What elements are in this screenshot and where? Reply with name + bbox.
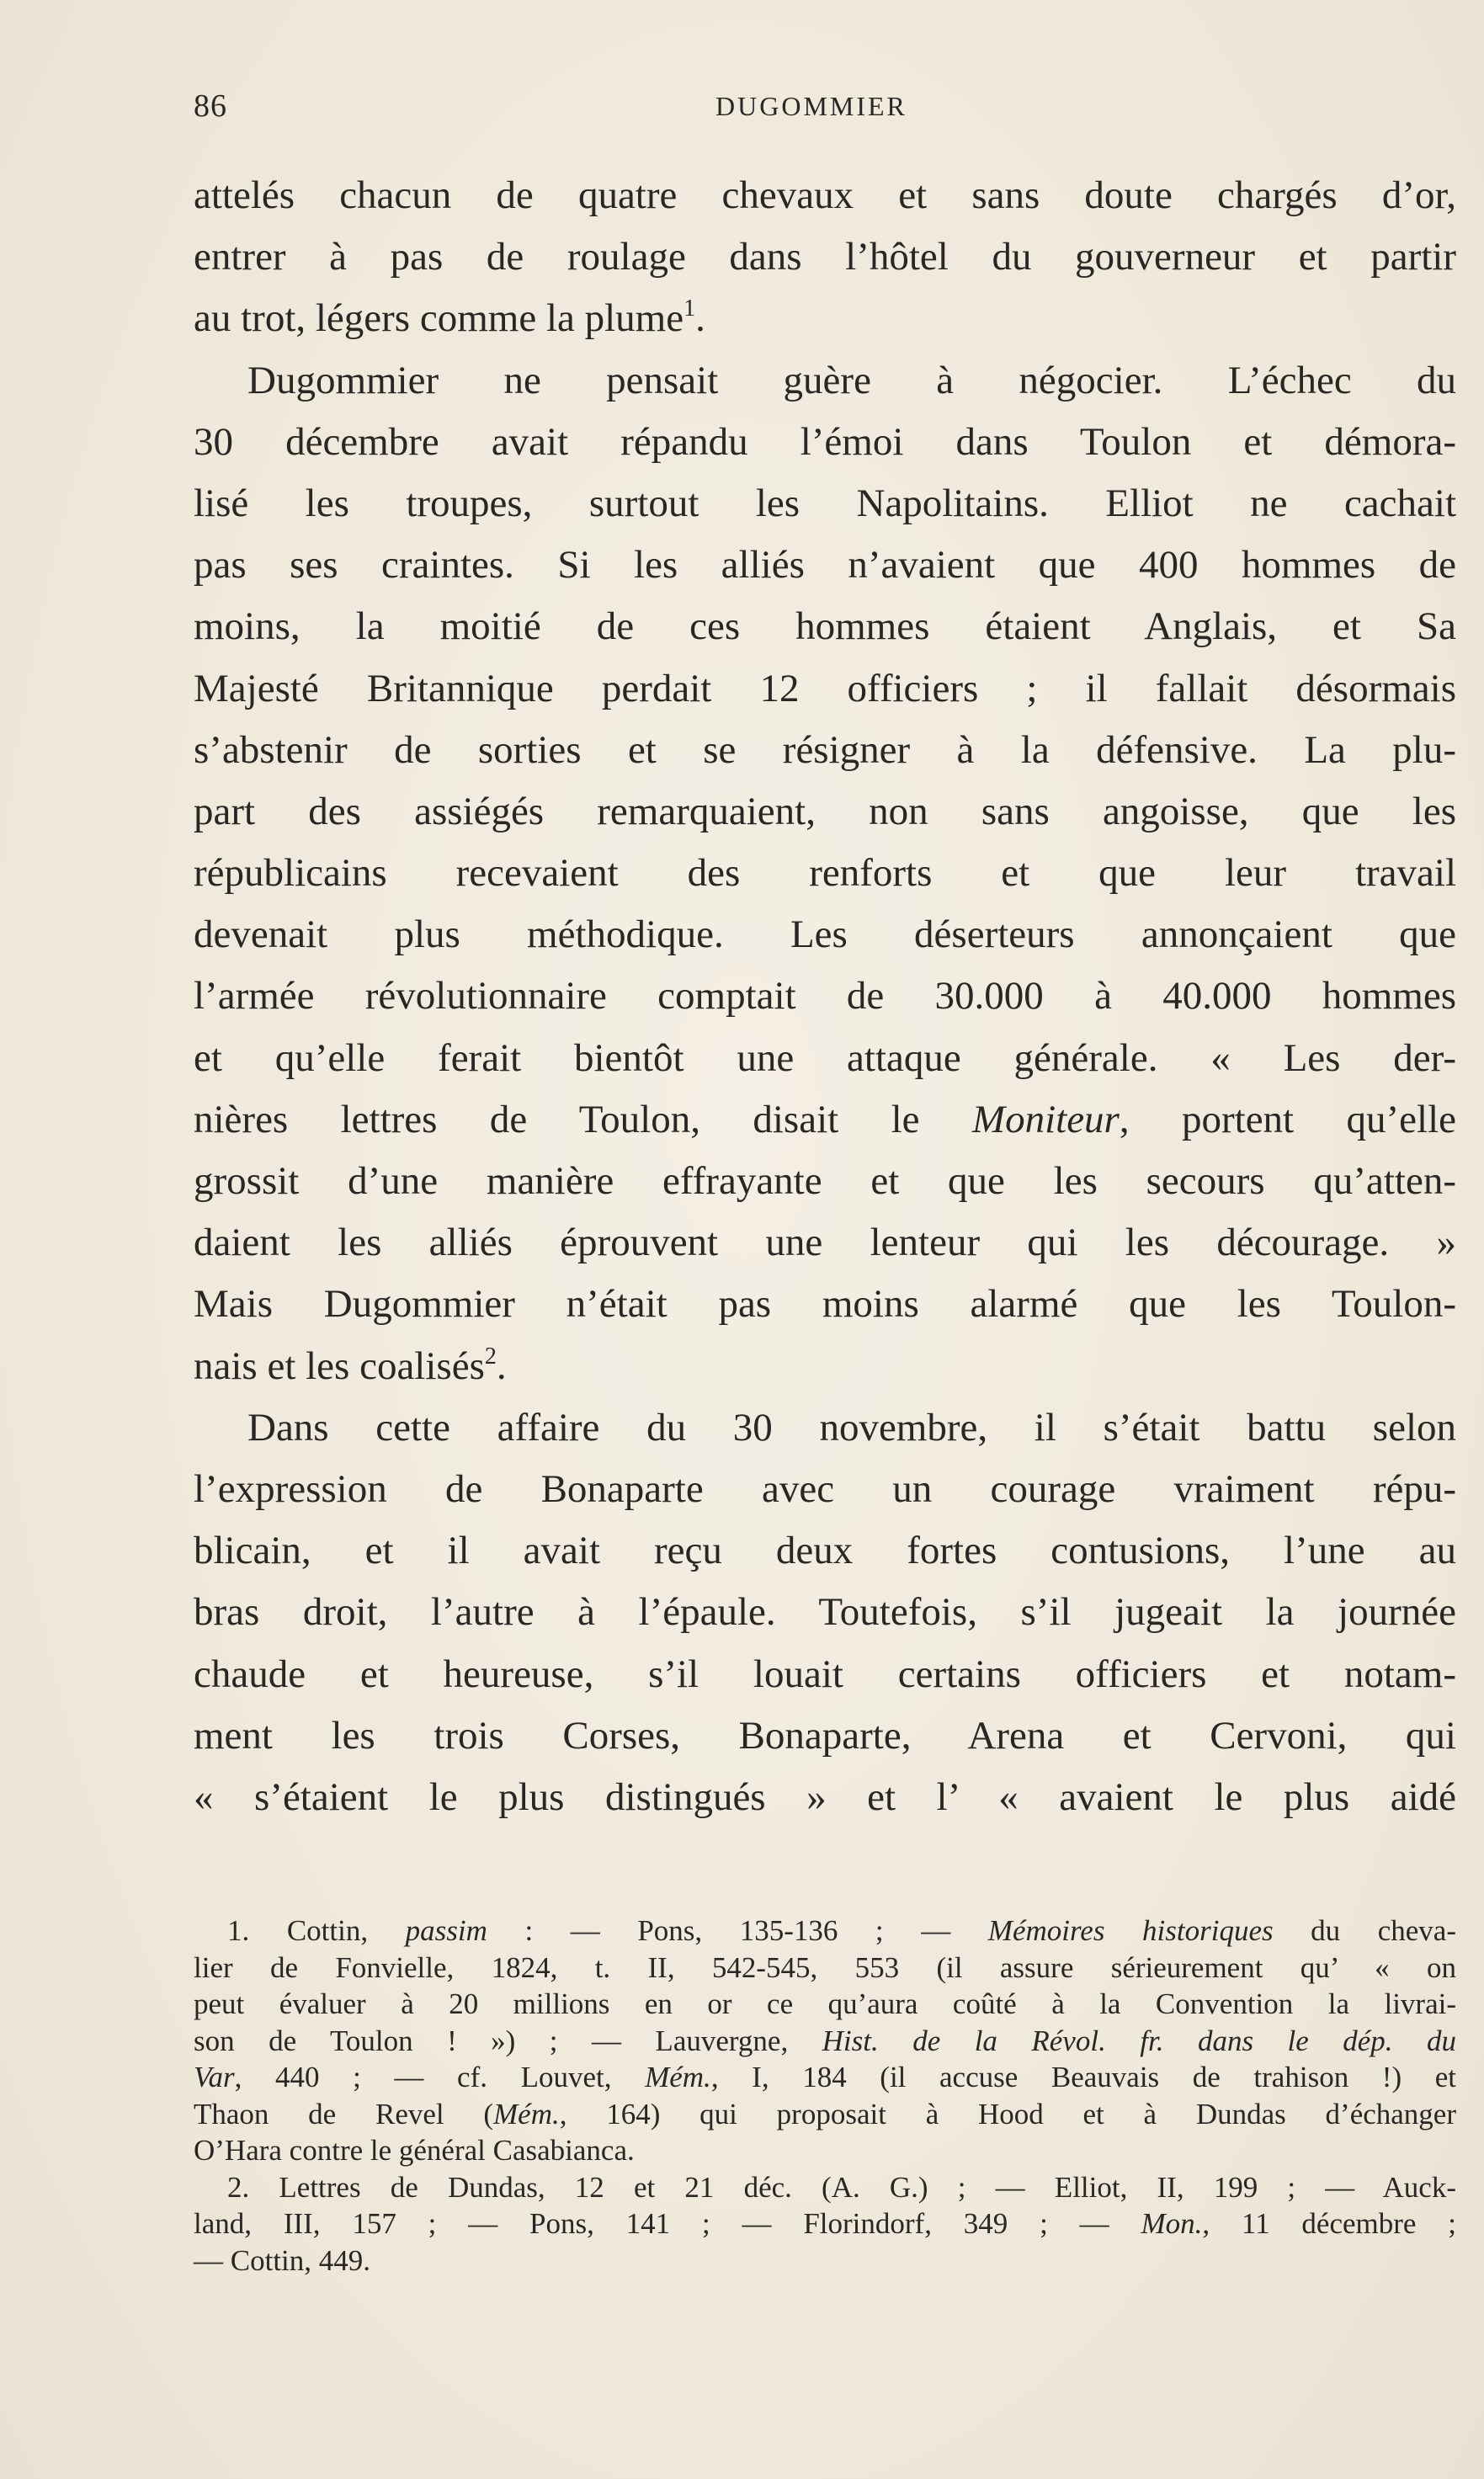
text-line: l’armée révolutionnaire comptait de 30.000 à 40.000 hommes	[194, 974, 1456, 1019]
footnote-ref[interactable]: 2	[484, 1343, 497, 1370]
text-line: devenait plus méthodique. Les déserteurs annonçaient que	[194, 912, 1456, 957]
text-line: Mais Dugommier n’était pas moins alarmé que les Toulon-	[194, 1282, 1456, 1327]
text-line: entrer à pas de roulage dans l’hôtel du gouverneur et partir	[194, 235, 1456, 279]
footnote-line: 1. Cottin, passim : — Pons, 135-136 ; — Mémoires historiques du cheva-	[227, 1914, 1456, 1947]
text-line: au trot, légers comme la plume$^1$.	[194, 295, 705, 341]
text-line: « s’étaient le plus distingués » et l’ « avaient le plus aidé	[194, 1774, 1456, 1819]
text-line: bras droit, l’autre à l’épaule. Toutefois, s’il jugeait la journée	[194, 1590, 1456, 1635]
footnotes	[194, 1912, 1456, 2279]
text-line: moins, la moitié de ces hommes étaient Anglais, et Sa	[194, 604, 1456, 649]
footnote-line: Thaon de Revel (Mém., 164) qui proposait à Hood et à Dundas d’échanger	[194, 2097, 1456, 2131]
footnote-line: — Cottin, 449.	[194, 2243, 371, 2277]
text-line: et qu’elle ferait bientôt une attaque générale. « Les der-	[194, 1035, 1456, 1080]
text-line: grossit d’une manière effrayante et que les secours qu’atten-	[194, 1159, 1456, 1203]
text-line: Dans cette affaire du 30 novembre, il s’était battu selon	[247, 1405, 1456, 1450]
footnote-line: son de Toulon ! ») ; — Lauvergne, Hist. de la Révol. fr. dans le dép. du	[194, 2024, 1456, 2057]
footnote-line: O’Hara contre le général Casabianca.	[194, 2134, 635, 2167]
footnote-line: land, III, 157 ; — Pons, 141 ; — Florindorf, 349 ; — Mon., 11 décembre ;	[194, 2207, 1456, 2240]
footnote-line: lier de Fonvielle, 1824, t. II, 542-545, 553 (il assure sérieurement qu’ « on	[194, 1950, 1456, 1984]
text-line: ment les trois Corses, Bonaparte, Arena et Cervoni, qui	[194, 1713, 1456, 1758]
text-line: nais et les coalisés$^2$.	[194, 1343, 507, 1388]
text-line: attelés chacun de quatre chevaux et sans doute chargés d’or,	[194, 173, 1456, 217]
running-title: DUGOMMIER	[715, 91, 907, 121]
main-text	[194, 165, 1456, 1828]
text-line: lisé les troupes, surtout les Napolitains. Elliot ne cachait	[194, 481, 1456, 525]
moniteur-title: Moniteur	[971, 1097, 1120, 1141]
text-line: Majesté Britannique perdait 12 officiers ; il fallait désormais	[194, 666, 1456, 710]
text-line: daient les alliés éprouvent une lenteur qui les décourage. »	[194, 1221, 1456, 1265]
page-number: 86	[194, 88, 227, 124]
text-line: pas ses craintes. Si les alliés n’avaient que 400 hommes de	[194, 543, 1456, 588]
text-line: républicains recevaient des renforts et que leur travail	[194, 851, 1456, 896]
text-line: 30 décembre avait répandu l’émoi dans Toulon et démora-	[194, 419, 1456, 464]
text-line: chaude et heureuse, s’il louait certains officiers et notam-	[194, 1652, 1456, 1696]
text-line: l’expression de Bonaparte avec un courage vraiment répu-	[194, 1466, 1456, 1511]
footnote-line: Var, 440 ; — cf. Louvet, Mém., I, 184 (il accuse Beauvais de trahison !) et	[194, 2061, 1456, 2093]
footnote-ref[interactable]: 1	[683, 295, 696, 322]
text-line: s’abstenir de sorties et se résigner à la défensive. La plu-	[194, 727, 1456, 772]
footnote-line: peut évaluer à 20 millions en or ce qu’aura coûté à la Convention la livrai-	[194, 1987, 1456, 2020]
text-line: part des assiégés remarquaient, non sans angoisse, que les	[194, 789, 1456, 833]
text-line: Dugommier ne pensait guère à négocier. L’échec du	[247, 358, 1456, 402]
footnote-line: 2. Lettres de Dundas, 12 et 21 déc. (A. G.) ; — Elliot, II, 199 ; — Auck-	[227, 2170, 1456, 2204]
text-line: blicain, et il avait reçu deux fortes contusions, l’une au	[194, 1529, 1456, 1573]
text-line: nières lettres de Toulon, disait le Moniteur, portent qu’elle	[194, 1097, 1456, 1141]
page-header	[194, 88, 1456, 138]
